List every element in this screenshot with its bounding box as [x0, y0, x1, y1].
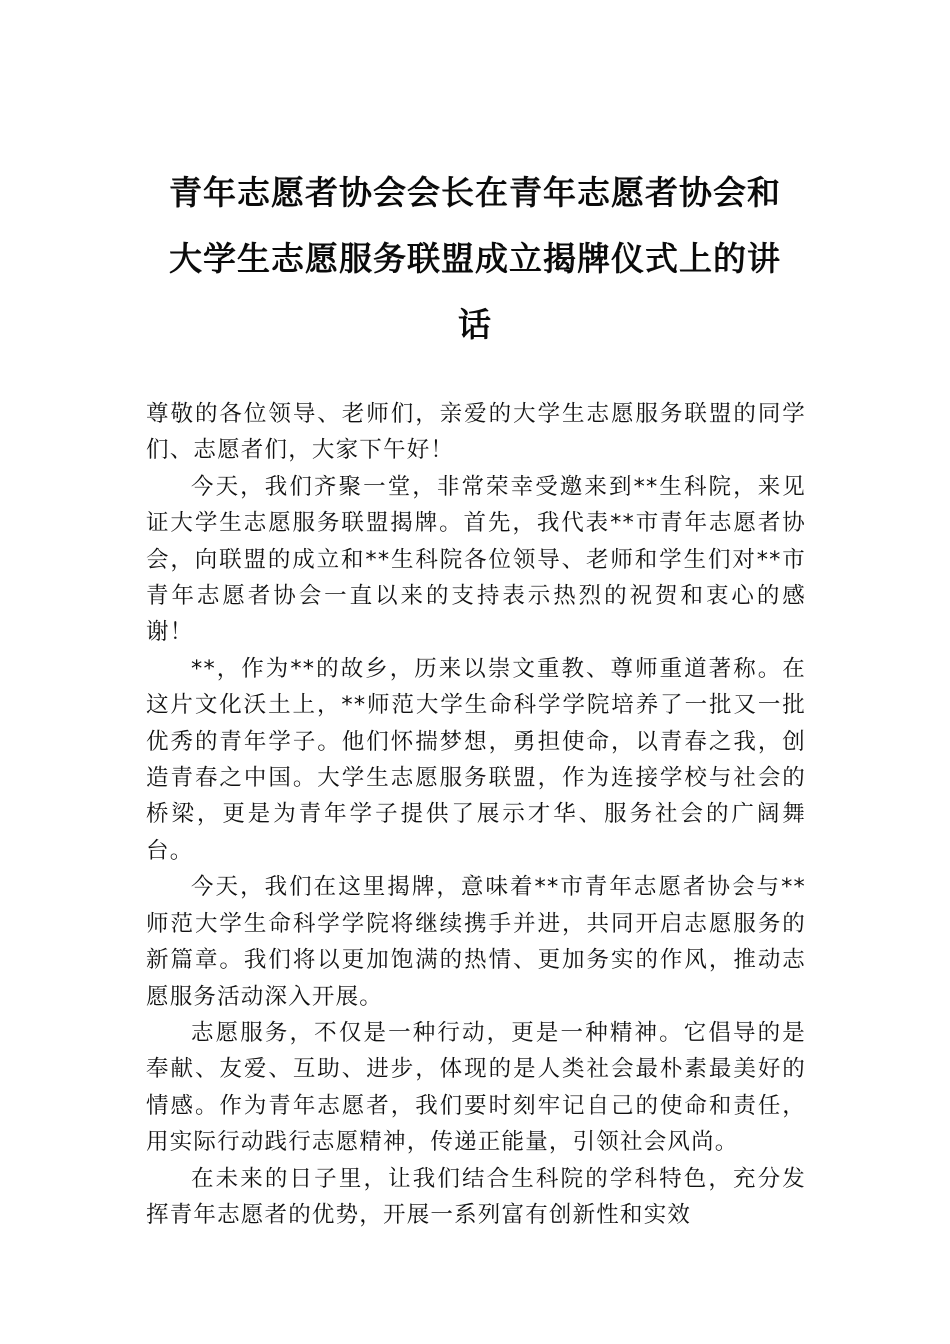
body-paragraph: **，作为**的故乡，历来以崇文重教、尊师重道著称。在这片文化沃土上，**师范大学生命科学学院培养了一批又一批优秀的青年学子。他们怀揣梦想，勇担使命，以青春之我，创造青春之中国。大学生志愿服务联盟，作为连接学校与社会的桥梁，更是为青年学子提供了展示才华、服务社会的广阔舞台。 — [146, 655, 806, 864]
document-title — [90, 160, 860, 358]
title-line-1: 青年志愿者协会会长在青年志愿者协会和 — [169, 173, 781, 212]
title-line-3: 话 — [458, 305, 492, 344]
title-line-2: 大学生志愿服务联盟成立揭牌仪式上的讲 — [169, 239, 781, 278]
body-paragraph: 志愿服务，不仅是一种行动，更是一种精神。它倡导的是奉献、友爱、互助、进步，体现的是人类社会最朴素最美好的情感。作为青年志愿者，我们要时刻牢记自己的使命和责任，用实际行动践行志愿精神，传递正能量，引领社会风尚。 — [146, 1019, 806, 1156]
salutation-paragraph: 尊敬的各位领导、老师们，亲爱的大学生志愿服务联盟的同学们、志愿者们，大家下午好！ — [146, 401, 806, 464]
body-paragraph: 今天，我们齐聚一堂，非常荣幸受邀来到**生科院，来见证大学生志愿服务联盟揭牌。首先，我代表**市青年志愿者协会，向联盟的成立和**生科院各位领导、老师和学生们对**市青年志愿者协会一直以来的支持表示热烈的祝贺和衷心的感谢！ — [146, 473, 806, 646]
body-paragraph: 在未来的日子里，让我们结合生科院的学科特色，充分发挥青年志愿者的优势，开展一系列富有创新性和实效 — [146, 1165, 806, 1228]
document-body — [146, 396, 806, 1233]
body-paragraph: 今天，我们在这里揭牌，意味着**市青年志愿者协会与**师范大学生命科学学院将继续携手并进，共同开启志愿服务的新篇章。我们将以更加饱满的热情、更加务实的作风，推动志愿服务活动深入开展。 — [146, 874, 806, 1010]
